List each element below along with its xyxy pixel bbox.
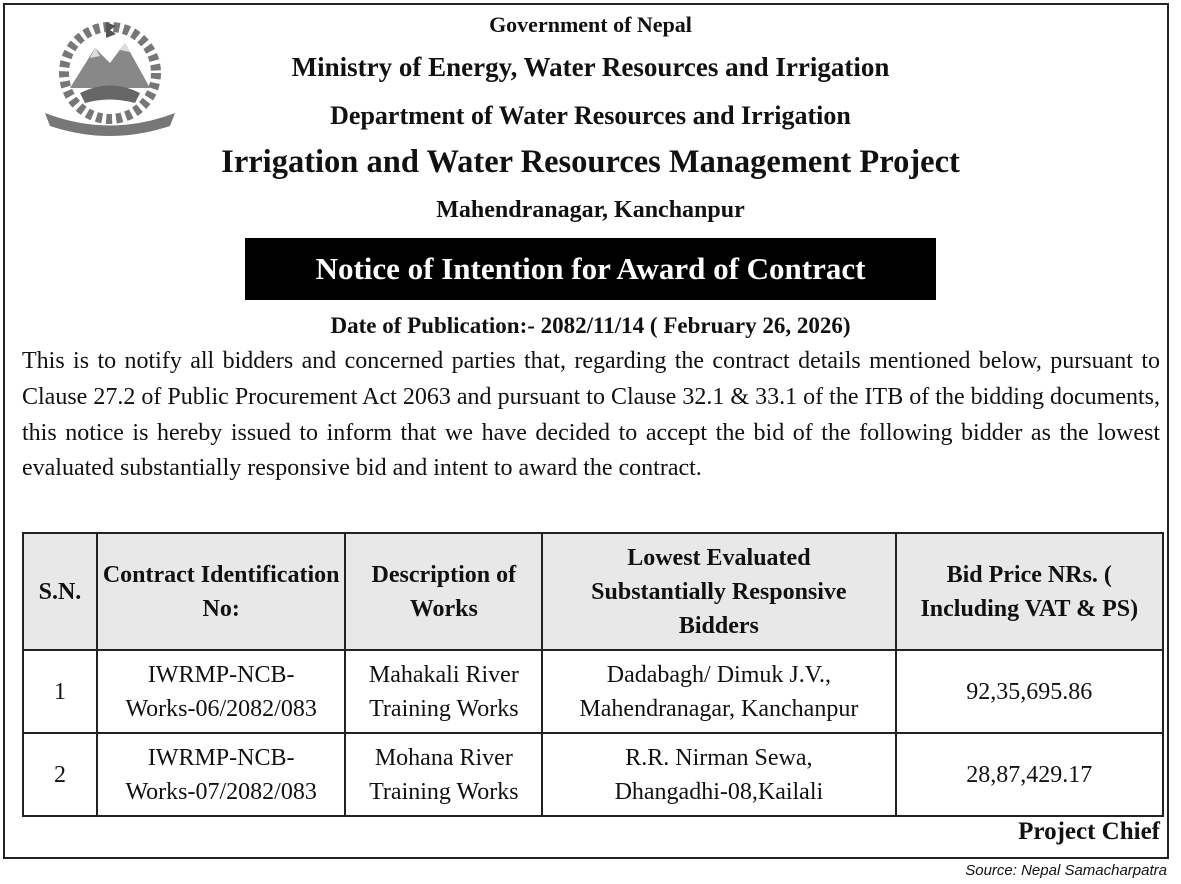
signatory: Project Chief (1018, 818, 1160, 845)
cell-price: 92,35,695.86 (896, 650, 1163, 733)
desc-line: Training Works (369, 695, 519, 722)
publication-date: Date of Publication:- 2082/11/14 ( February 26, 2026) (330, 313, 851, 338)
department-name: Department of Water Resources and Irrigation (330, 101, 851, 130)
table-row (23, 733, 1163, 816)
id-line: IWRMP-NCB- (147, 744, 295, 771)
cell-bidder (542, 733, 895, 816)
bidder-line: Dadabagh/ Dimuk J.V., (606, 661, 831, 688)
notice-title: Notice of Intention for Award of Contract (315, 251, 866, 286)
notice-title-banner (245, 238, 936, 300)
bidder-line: Mahendranagar, Kanchanpur (579, 695, 859, 722)
award-table (22, 532, 1164, 817)
desc-line: Mahakali River (368, 661, 519, 688)
cell-sn: 2 (23, 733, 97, 816)
source-credit: Source: Nepal Samacharpatra (965, 862, 1167, 879)
table-row (23, 650, 1163, 733)
id-line: Works-07/2082/083 (125, 778, 317, 805)
cell-bidder (542, 650, 895, 733)
table-header-row (23, 533, 1163, 650)
header-contract-id: Contract Identification No: (97, 533, 346, 650)
cell-price: 28,87,429.17 (896, 733, 1163, 816)
bidder-line: R.R. Nirman Sewa, (625, 744, 813, 771)
cell-contract-id (97, 650, 346, 733)
cell-sn: 1 (23, 650, 97, 733)
office-location: Mahendranagar, Kanchanpur (436, 197, 745, 223)
header-description: Description of Works (345, 533, 542, 650)
ministry-name: Ministry of Energy, Water Resources and Irrigation (291, 52, 890, 82)
desc-line: Training Works (369, 778, 519, 805)
id-line: Works-06/2082/083 (125, 695, 317, 722)
cell-description (345, 733, 542, 816)
bidder-line: Dhangadhi-08,Kailali (614, 778, 824, 805)
header-bid-price: Bid Price NRs. ( Including VAT & PS) (896, 533, 1163, 650)
cell-contract-id (97, 733, 346, 816)
notice-body: This is to notify all bidders and concerned parties that, regarding the contract details mentioned below, pursuant to Clause 27.2 of Public Procurement Act 2063 and pursuant to Clause 32.1 & 33.1 of the ITB of the bidding documents, this notice is hereby issued to inform that we have decided to accept the bid of the following bidder as the lowest evaluated substantially responsive bid and intent to award the contract. (22, 348, 1160, 482)
project-name: Irrigation and Water Resources Management Project (221, 144, 960, 180)
government-name: Government of Nepal (489, 12, 692, 37)
cell-description (345, 650, 542, 733)
desc-line: Mohana River (374, 744, 513, 771)
id-line: IWRMP-NCB- (147, 661, 295, 688)
header-sn: S.N. (23, 533, 97, 650)
header-bidders: Lowest Evaluated Substantially Responsive Bidders (542, 533, 895, 650)
